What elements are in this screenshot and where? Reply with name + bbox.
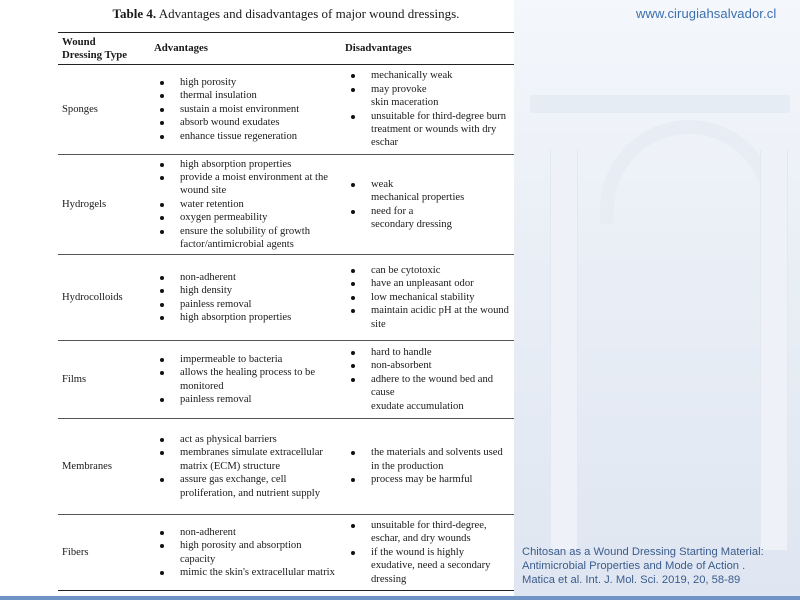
table-row: [58, 155, 514, 255]
dressings-table: [58, 32, 514, 591]
advantage-item: absorb wound exudates: [154, 116, 337, 129]
advantage-item: non-adherent: [154, 271, 337, 284]
advantage-item: ensure the solubility of growth factor/antimicrobial agents: [154, 225, 337, 252]
dressing-type: Hydrogels: [58, 155, 150, 255]
disadvantage-item: may provoke: [345, 83, 510, 96]
advantage-item: high absorption properties: [154, 311, 337, 324]
disadvantages-cell: [341, 155, 514, 255]
advantage-item: enhance tissue regeneration: [154, 130, 337, 143]
advantages-cell: [150, 419, 341, 515]
background-arch: [600, 120, 778, 224]
background-photo: [510, 0, 800, 600]
advantage-item: painless removal: [154, 393, 337, 406]
advantage-item: allows the healing process to be monitored: [154, 366, 337, 393]
disadvantage-item: skin maceration: [371, 97, 439, 109]
citation: [522, 545, 794, 587]
table-row: [58, 419, 514, 515]
advantage-item: mimic the skin's extracellular matrix: [154, 566, 337, 579]
advantage-item: high density: [154, 284, 337, 297]
disadvantage-item: need for a: [345, 205, 510, 218]
table-title-label: Table 4.: [112, 6, 157, 21]
table-row: [58, 341, 514, 419]
disadvantage-item: mechanically weak: [345, 69, 510, 82]
table-row: [58, 255, 514, 341]
dressing-type: Membranes: [58, 419, 150, 515]
disadvantages-cell: [341, 419, 514, 515]
advantage-item: sustain a moist environment: [154, 103, 337, 116]
advantage-item: oxygen permeability: [154, 211, 337, 224]
disadvantage-item: non-absorbent: [345, 359, 510, 372]
disadvantage-item: can be cytotoxic: [345, 264, 510, 277]
background-column: [550, 150, 578, 550]
advantage-item: painless removal: [154, 298, 337, 311]
disadvantage-item: mechanical properties: [371, 192, 465, 204]
advantages-cell: [150, 341, 341, 419]
citation-line: Antimicrobial Properties and Mode of Action .: [522, 560, 746, 572]
dressing-type: Sponges: [58, 65, 150, 155]
header-disadvantages: Disadvantages: [341, 33, 514, 65]
dressing-type: Fibers: [58, 515, 150, 591]
advantage-item: water retention: [154, 198, 337, 211]
table-title-text: Advantages and disadvantages of major wound dressings.: [158, 6, 460, 21]
advantage-item: impermeable to bacteria: [154, 353, 337, 366]
citation-line: Chitosan as a Wound Dressing Starting Material:: [522, 546, 764, 558]
site-url: www.cirugiahsalvador.cl: [636, 6, 777, 21]
table-title: [58, 6, 514, 22]
header-type-line1: Wound: [62, 36, 96, 48]
disadvantage-item: weak: [345, 178, 510, 191]
disadvantages-cell: [341, 515, 514, 591]
advantage-item: thermal insulation: [154, 89, 337, 102]
advantage-item: non-adherent: [154, 526, 337, 539]
table-row: [58, 65, 514, 155]
citation-line: Matica et al. Int. J. Mol. Sci. 2019, 20, 58-89: [522, 574, 741, 586]
disadvantage-item: the materials and solvents used in the production: [345, 446, 510, 473]
header-advantages: Advantages: [150, 33, 341, 65]
disadvantage-item: hard to handle: [345, 346, 510, 359]
background-column: [760, 150, 788, 550]
disadvantages-cell: [341, 255, 514, 341]
background-beam: [530, 95, 790, 113]
disadvantage-item: maintain acidic pH at the wound site: [345, 304, 510, 331]
dressing-type: Films: [58, 341, 150, 419]
header-type: [58, 33, 150, 65]
advantages-cell: [150, 515, 341, 591]
advantage-item: high porosity: [154, 76, 337, 89]
table-header-row: [58, 33, 514, 65]
advantage-item: assure gas exchange, cell proliferation, and nutrient supply: [154, 473, 337, 500]
advantages-cell: [150, 155, 341, 255]
disadvantage-item: secondary dressing: [371, 218, 452, 230]
table-row: [58, 515, 514, 591]
disadvantage-item: unsuitable for third-degree, eschar, and dry wounds: [345, 519, 510, 546]
document-page: [58, 0, 514, 597]
disadvantage-item: adhere to the wound bed and cause: [345, 373, 510, 400]
disadvantage-item: process may be harmful: [345, 473, 510, 486]
table-body: [58, 65, 514, 591]
disadvantages-cell: [341, 341, 514, 419]
dressing-type: Hydrocolloids: [58, 255, 150, 341]
advantage-item: membranes simulate extracellular matrix (ECM) structure: [154, 446, 337, 473]
advantage-item: high absorption properties: [154, 158, 337, 171]
disadvantage-item: exudate accumulation: [371, 400, 464, 412]
advantage-item: high porosity and absorption capacity: [154, 539, 337, 566]
advantage-item: act as physical barriers: [154, 433, 337, 446]
disadvantage-item: low mechanical stability: [345, 291, 510, 304]
advantages-cell: [150, 65, 341, 155]
advantage-item: provide a moist environment at the wound site: [154, 171, 337, 198]
disadvantage-item: unsuitable for third-degree burn treatment or wounds with dry eschar: [345, 110, 510, 150]
disadvantage-item: if the wound is highly exudative, need a secondary dressing: [345, 546, 510, 586]
advantages-cell: [150, 255, 341, 341]
disadvantage-item: have an unpleasant odor: [345, 277, 510, 290]
disadvantages-cell: [341, 65, 514, 155]
bottom-bar: [0, 596, 800, 600]
header-type-line2: Dressing Type: [62, 48, 128, 61]
